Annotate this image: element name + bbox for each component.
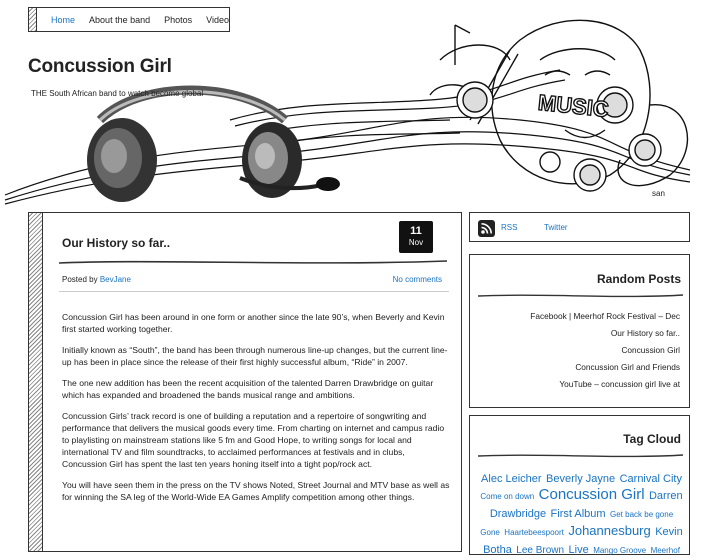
nav-about-link[interactable]: About the band (89, 14, 151, 25)
tag-cloud-underline (478, 452, 683, 460)
tag-link[interactable]: Johannesburg (568, 523, 651, 538)
music-word (537, 90, 610, 122)
artist-signature: san (652, 189, 665, 198)
random-posts-underline (478, 292, 683, 300)
tag-link[interactable]: Alec Leicher (481, 473, 542, 485)
rss-icon[interactable] (478, 220, 495, 237)
random-post-link[interactable]: YouTube – concussion girl live at (559, 379, 680, 389)
comments-link[interactable]: No comments (392, 275, 442, 284)
tag-link[interactable]: First Album (550, 508, 606, 520)
post-title[interactable]: Our History so far.. (62, 236, 171, 250)
post-paragraph: The one new addition has been the recent acquisition of the talented Darren Drawbridge on guitar which has expanded and broadened the bands musical range and ambitions. (62, 378, 434, 400)
post-body (62, 311, 450, 512)
tag-link[interactable]: Concussion Girl (538, 486, 645, 503)
header-illustration (0, 0, 727, 215)
nav-hatch-decoration (29, 8, 37, 31)
post-paragraph: Initially known as “South”, the band has been through numerous line-up changes, but the current line-up has been in place since the release of their first highly successful album, “Ride” in 2007. (62, 345, 448, 367)
tag-link[interactable]: Meerhof (650, 546, 680, 555)
site-tagline: THE South African band to watch become global (31, 89, 204, 98)
tag-link[interactable]: Kevin Botha (483, 526, 683, 556)
nav-video-link[interactable]: Video (206, 14, 229, 25)
post-panel (28, 212, 462, 552)
random-posts-box (469, 254, 690, 408)
tag-cloud-title: Tag Cloud (623, 432, 681, 446)
tag-cloud (478, 470, 685, 559)
post-hatch-decoration (29, 213, 43, 551)
post-title-underline (59, 257, 447, 267)
feeds-box (469, 212, 690, 242)
post-meta (62, 275, 131, 284)
posted-by-label: Posted by (62, 275, 98, 284)
svg-text:MUSIC: MUSIC (536, 89, 610, 122)
meta-divider (59, 291, 449, 292)
tag-link[interactable]: Lee Brown (516, 545, 565, 556)
random-posts-list (530, 312, 680, 397)
tag-cloud-box (469, 415, 690, 555)
random-posts-title: Random Posts (596, 272, 681, 286)
tag-link[interactable]: Beverly Jayne (546, 473, 616, 485)
date-month: Nov (408, 238, 424, 247)
random-post-link[interactable]: Facebook | Meerhof Rock Festival – Dec (530, 311, 680, 321)
tag-link[interactable]: Darren Drawbridge (489, 490, 683, 520)
post-paragraph: Concussion Girls’ track record is one of building a reputation and a repertoire of songwriting and performance that delivers the musical goods every time. From charting on internet and campus radio to playlisting on mainstream stations like 5 fm and Good Hope, to writing songs for local and international TV and film soundtracks, to acclaimed performances at festivals and in clubs, Concussion Girl has spent the last ten years honing itself into a tight pop/rock act. (62, 411, 445, 469)
random-post-link[interactable]: Concussion Girl (621, 345, 680, 355)
tag-link[interactable]: Gone (480, 528, 500, 537)
post-paragraph: Concussion Girl has been around in one form or another since the late 90’s, when Beverly and Kevin first started working together. (62, 312, 445, 334)
tag-link[interactable]: Live (568, 544, 589, 556)
nav-photos-link[interactable]: Photos (164, 14, 193, 25)
tag-link[interactable]: Haartebeespoort (504, 528, 564, 537)
tag-link[interactable]: Come on down (480, 492, 535, 501)
main-nav (28, 7, 230, 32)
site-title[interactable]: Concussion Girl (28, 56, 172, 77)
post-paragraph: You will have seen them in the press on the TV shows Noted, Street Journal and MTV base as well as for winning the SA leg of the World-Wide EA Games Amplify competition among other things. (62, 480, 450, 502)
twitter-link[interactable]: Twitter (544, 223, 568, 232)
date-badge (399, 221, 433, 253)
tag-link[interactable]: Carnival City (619, 473, 682, 485)
rss-link[interactable]: RSS (501, 223, 518, 232)
author-link[interactable]: BevJane (99, 275, 131, 284)
random-post-link[interactable]: Our History so far.. (610, 328, 680, 338)
tag-link[interactable]: Mango Groove (593, 546, 647, 555)
nav-home-link[interactable]: Home (51, 14, 76, 25)
random-post-link[interactable]: Concussion Girl and Friends (575, 362, 680, 372)
date-day: 11 (410, 225, 422, 237)
tag-link[interactable]: Get back be gone (610, 510, 674, 519)
